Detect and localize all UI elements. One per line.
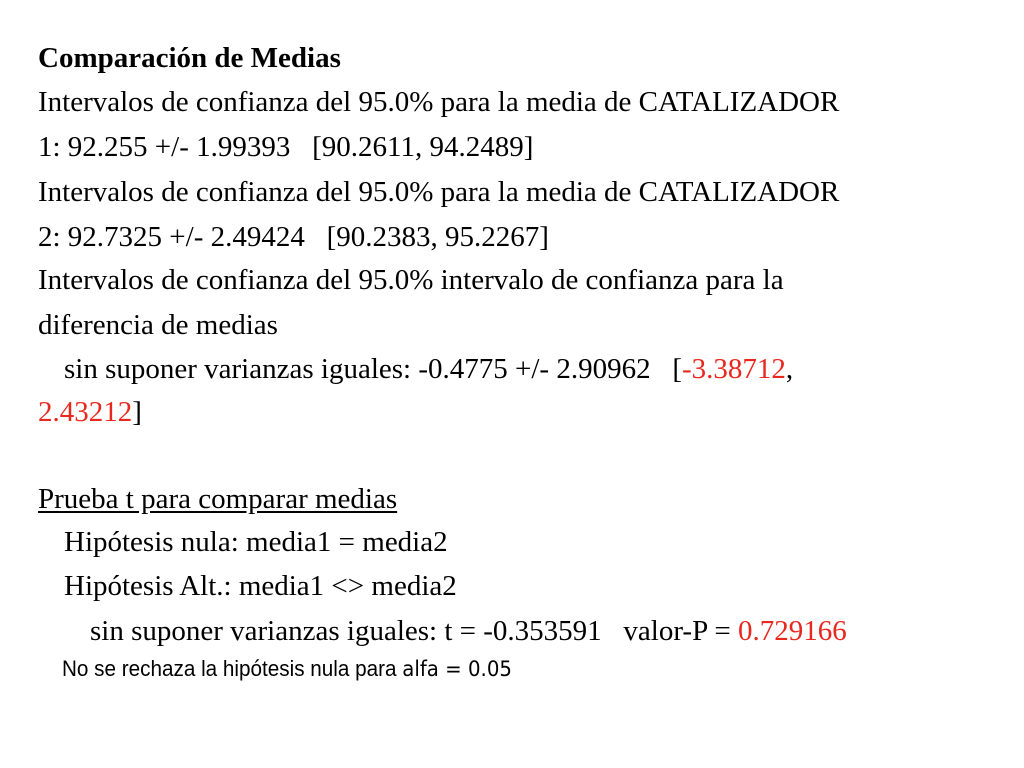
ci-mean1-heading: Intervalos de confianza del 95.0% para la media de CATALIZADOR — [38, 86, 840, 118]
ci-diff-heading-2: diferencia de medias — [38, 309, 278, 341]
ci-diff-lower: -3.38712 — [681, 353, 786, 385]
ci-diff-heading-1: Intervalos de confianza del 95.0% intervalo de confianza para la — [38, 264, 784, 296]
null-hypothesis: Hipótesis nula: media1 = media2 — [64, 526, 448, 558]
ci-diff-line — [64, 355, 793, 384]
p-value: 0.729166 — [737, 615, 847, 647]
ci-mean2-heading: Intervalos de confianza del 95.0% para la media de CATALIZADOR — [38, 176, 840, 208]
ci-mean1-value: 1: 92.255 +/- 1.99393 [90.2611, 94.2489] — [38, 131, 534, 163]
ci-diff-close: ] — [132, 396, 142, 428]
alt-hypothesis: Hipótesis Alt.: media1 <> media2 — [64, 570, 457, 602]
t-test-title: Prueba t para comparar medias — [38, 483, 398, 515]
ci-diff-upper: 2.43212 — [38, 396, 133, 428]
t-stat-prefix: sin suponer varianzas iguales: t = -0.353591 valor-P = — [90, 615, 738, 647]
conclusion-text: No se rechaza la hipótesis nula para — [62, 656, 403, 681]
ci-diff-prefix: sin suponer varianzas iguales: -0.4775 +/- 2.90962 [ — [64, 353, 682, 385]
ci-mean2-value: 2: 92.7325 +/- 2.49424 [90.2383, 95.2267] — [38, 221, 549, 253]
conclusion-alfa: alfa = 0.05 — [402, 657, 512, 681]
ci-diff-separator: , — [785, 353, 794, 385]
page-title: Comparación de Medias — [38, 42, 341, 74]
ci-diff-upper-line — [38, 398, 142, 427]
conclusion — [62, 656, 512, 682]
t-stat-line — [90, 617, 847, 646]
